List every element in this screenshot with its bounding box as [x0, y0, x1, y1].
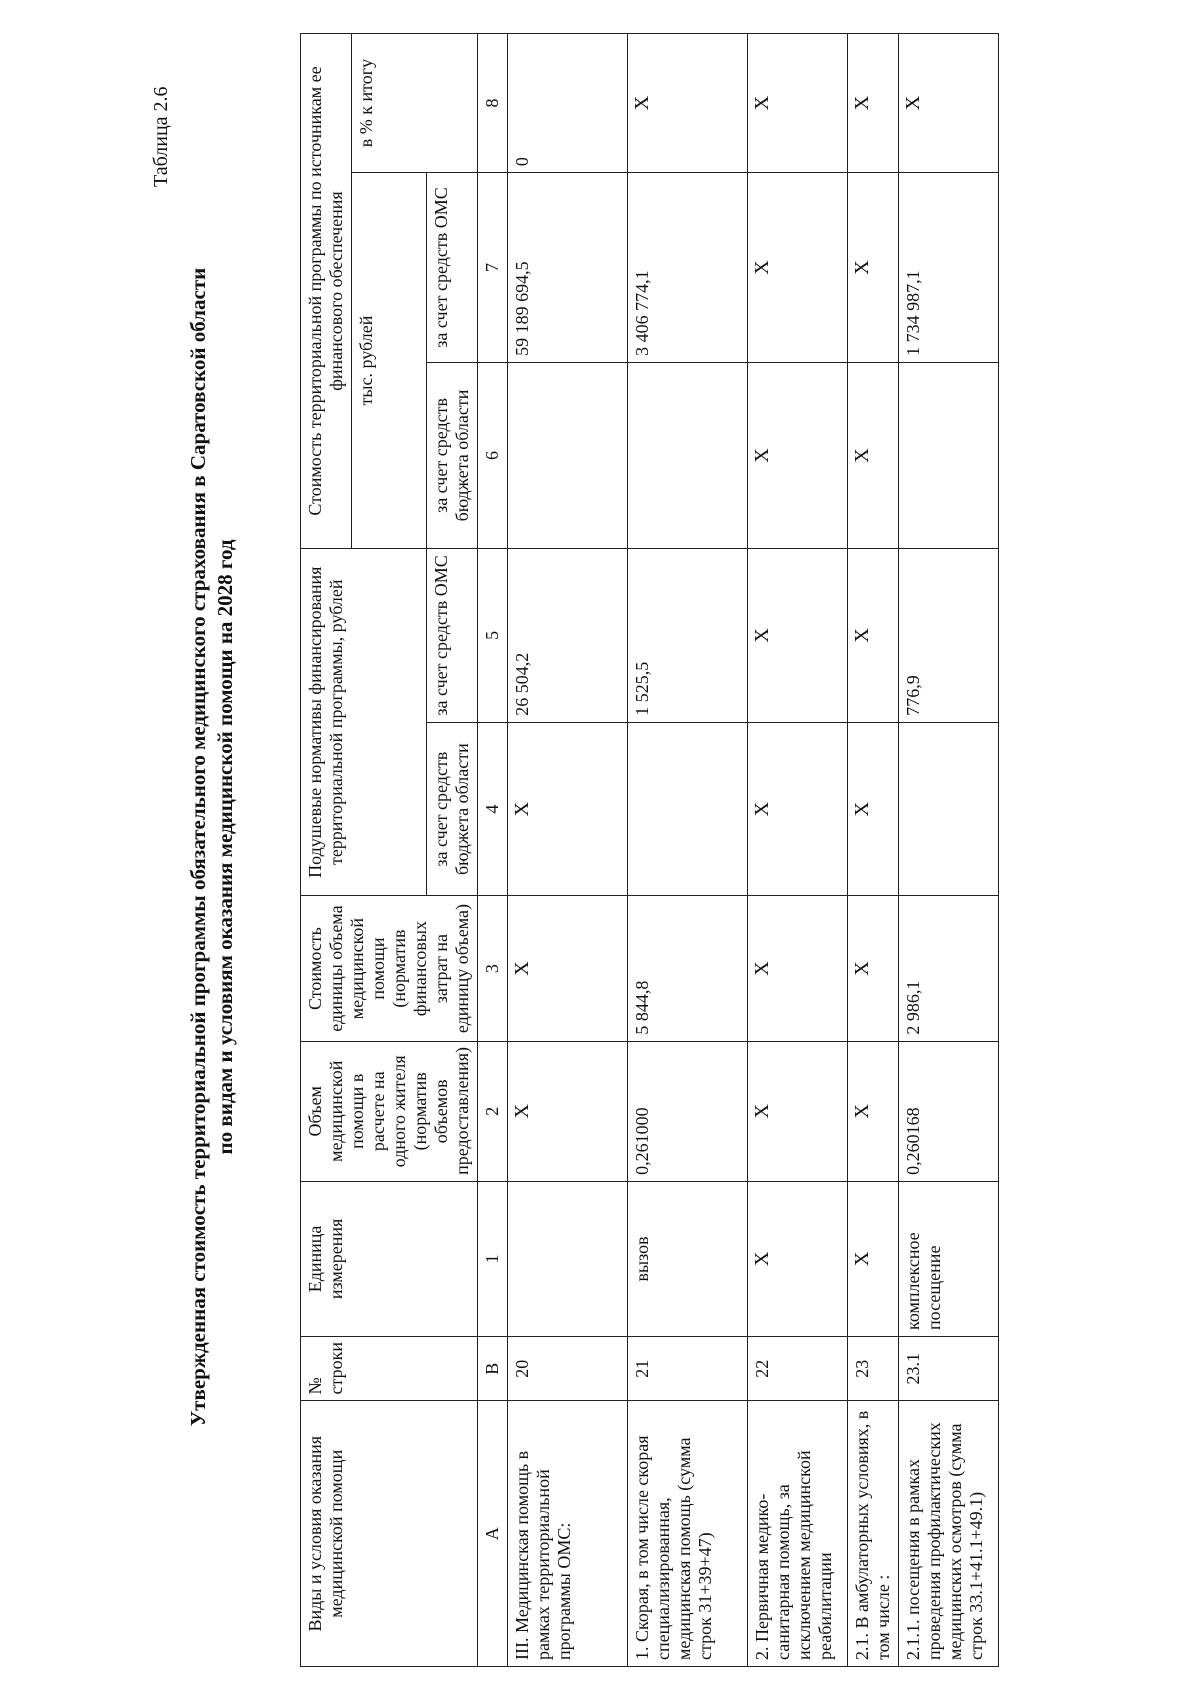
- table-number: Таблица 2.6: [150, 86, 172, 187]
- row-budget-total: Х: [748, 362, 848, 548]
- col-number: 5: [478, 549, 508, 723]
- row-volume: Х: [848, 1041, 899, 1181]
- col-header-8: в % к итогу: [352, 34, 478, 173]
- document-title: [185, 197, 239, 1497]
- row-oms-total: 1 734 987,1: [899, 173, 999, 363]
- row-number: 21: [628, 1336, 748, 1401]
- row-unit-cost: Х: [748, 896, 848, 1041]
- row-name: III. Медицинская помощь в рамках территориальной программы ОМС:: [508, 1401, 628, 1667]
- col-header-6-7-group: тыс. рублей: [352, 173, 427, 549]
- row-budget-total: [899, 362, 999, 548]
- row-percent: Х: [899, 34, 999, 173]
- col-number: 6: [478, 362, 508, 548]
- col-header-7: за счет средств ОМС: [427, 173, 478, 363]
- row-oms-total: 3 406 774,1: [628, 173, 748, 363]
- row-oms-total: Х: [748, 173, 848, 363]
- title-line-2: по видам и условиям оказания медицинской помощи на 2028 год: [213, 539, 237, 1155]
- row-oms-per-capita: 26 504,2: [508, 549, 628, 723]
- col-number: 3: [478, 896, 508, 1041]
- row-oms-per-capita: Х: [748, 549, 848, 723]
- row-volume: Х: [748, 1041, 848, 1181]
- row-number: 20: [508, 1336, 628, 1401]
- col-header-a: Виды и условия оказания медицинской помощи: [301, 1401, 478, 1667]
- row-unit: вызов: [628, 1181, 748, 1336]
- col-number: 2: [478, 1041, 508, 1181]
- row-unit: комплексное посещение: [899, 1181, 999, 1336]
- row-budget-per-capita: [628, 722, 748, 896]
- row-name: 2. Первичная медико-санитарная помощь, за исключением медицинской реабилитации: [748, 1401, 848, 1667]
- row-unit-cost: 2 986,1: [899, 896, 999, 1041]
- row-oms-total: Х: [848, 173, 899, 363]
- col-header-4-5-group: Подушевые нормативы финансирования территориальной программы, рублей: [301, 549, 427, 896]
- row-unit: [508, 1181, 628, 1336]
- column-number-row: [478, 34, 508, 1667]
- col-number: 7: [478, 173, 508, 363]
- row-percent: Х: [628, 34, 748, 173]
- col-header-1: Единица измерения: [301, 1181, 478, 1336]
- table-row: [628, 34, 748, 1667]
- row-number: 22: [748, 1336, 848, 1401]
- row-unit-cost: Х: [848, 896, 899, 1041]
- row-number: 23.1: [899, 1336, 999, 1401]
- row-oms-per-capita: 1 525,5: [628, 549, 748, 723]
- col-header-5: за счет средств ОМС: [427, 549, 478, 723]
- row-budget-per-capita: [899, 722, 999, 896]
- col-number: А: [478, 1401, 508, 1667]
- row-volume: Х: [508, 1041, 628, 1181]
- row-volume: 0,261000: [628, 1041, 748, 1181]
- row-unit-cost: Х: [508, 896, 628, 1041]
- row-volume: 0,260168: [899, 1041, 999, 1181]
- row-unit-cost: 5 844,8: [628, 896, 748, 1041]
- row-unit: Х: [848, 1181, 899, 1336]
- col-header-b: № строки: [301, 1336, 478, 1401]
- col-header-2: Объем медицинской помощи в расчете на одного жителя (норматив объемов предоставления): [301, 1041, 478, 1181]
- row-oms-per-capita: 776,9: [899, 549, 999, 723]
- row-budget-per-capita: Х: [848, 722, 899, 896]
- table-row: [748, 34, 848, 1667]
- table-row: [508, 34, 628, 1667]
- row-oms-total: 59 189 694,5: [508, 173, 628, 363]
- col-header-6-8-group: Стоимость территориальной программы по источникам ее финансового обеспечения: [301, 34, 352, 549]
- row-percent: 0: [508, 34, 628, 173]
- row-budget-total: [628, 362, 748, 548]
- row-name: 1. Скорая, в том числе скорая специализированная, медицинская помощь (сумма строк 31+39+47): [628, 1401, 748, 1667]
- row-unit: Х: [748, 1181, 848, 1336]
- header-row-1: [301, 34, 352, 1667]
- col-number: 8: [478, 34, 508, 173]
- row-budget-total: [508, 362, 628, 548]
- col-header-6: за счет средств бюджета области: [427, 362, 478, 548]
- table-row: [848, 34, 899, 1667]
- table-row: [899, 34, 999, 1667]
- col-header-4: за счет средств бюджета области: [427, 722, 478, 896]
- row-oms-per-capita: Х: [848, 549, 899, 723]
- row-name: 2.1.1. посещения в рамках проведения профилактических медицинских осмотров (сумма строк 33.1+41.1+49.1): [899, 1401, 999, 1667]
- row-number: 23: [848, 1336, 899, 1401]
- row-percent: Х: [848, 34, 899, 173]
- row-name: 2.1. В амбулаторных условиях, в том числе :: [848, 1401, 899, 1667]
- col-number: 4: [478, 722, 508, 896]
- col-header-3: Стоимость единицы объема медицинской помощи (норматив финансовых затрат на единицу объема): [301, 896, 478, 1041]
- title-line-1: Утвержденная стоимость территориальной программы обязательного медицинского страхования в Саратовской области: [186, 267, 210, 1427]
- row-budget-per-capita: Х: [748, 722, 848, 896]
- col-number: В: [478, 1336, 508, 1401]
- col-number: 1: [478, 1181, 508, 1336]
- row-percent: Х: [748, 34, 848, 173]
- row-budget-per-capita: Х: [508, 722, 628, 896]
- cost-table: [300, 33, 999, 1667]
- row-budget-total: Х: [848, 362, 899, 548]
